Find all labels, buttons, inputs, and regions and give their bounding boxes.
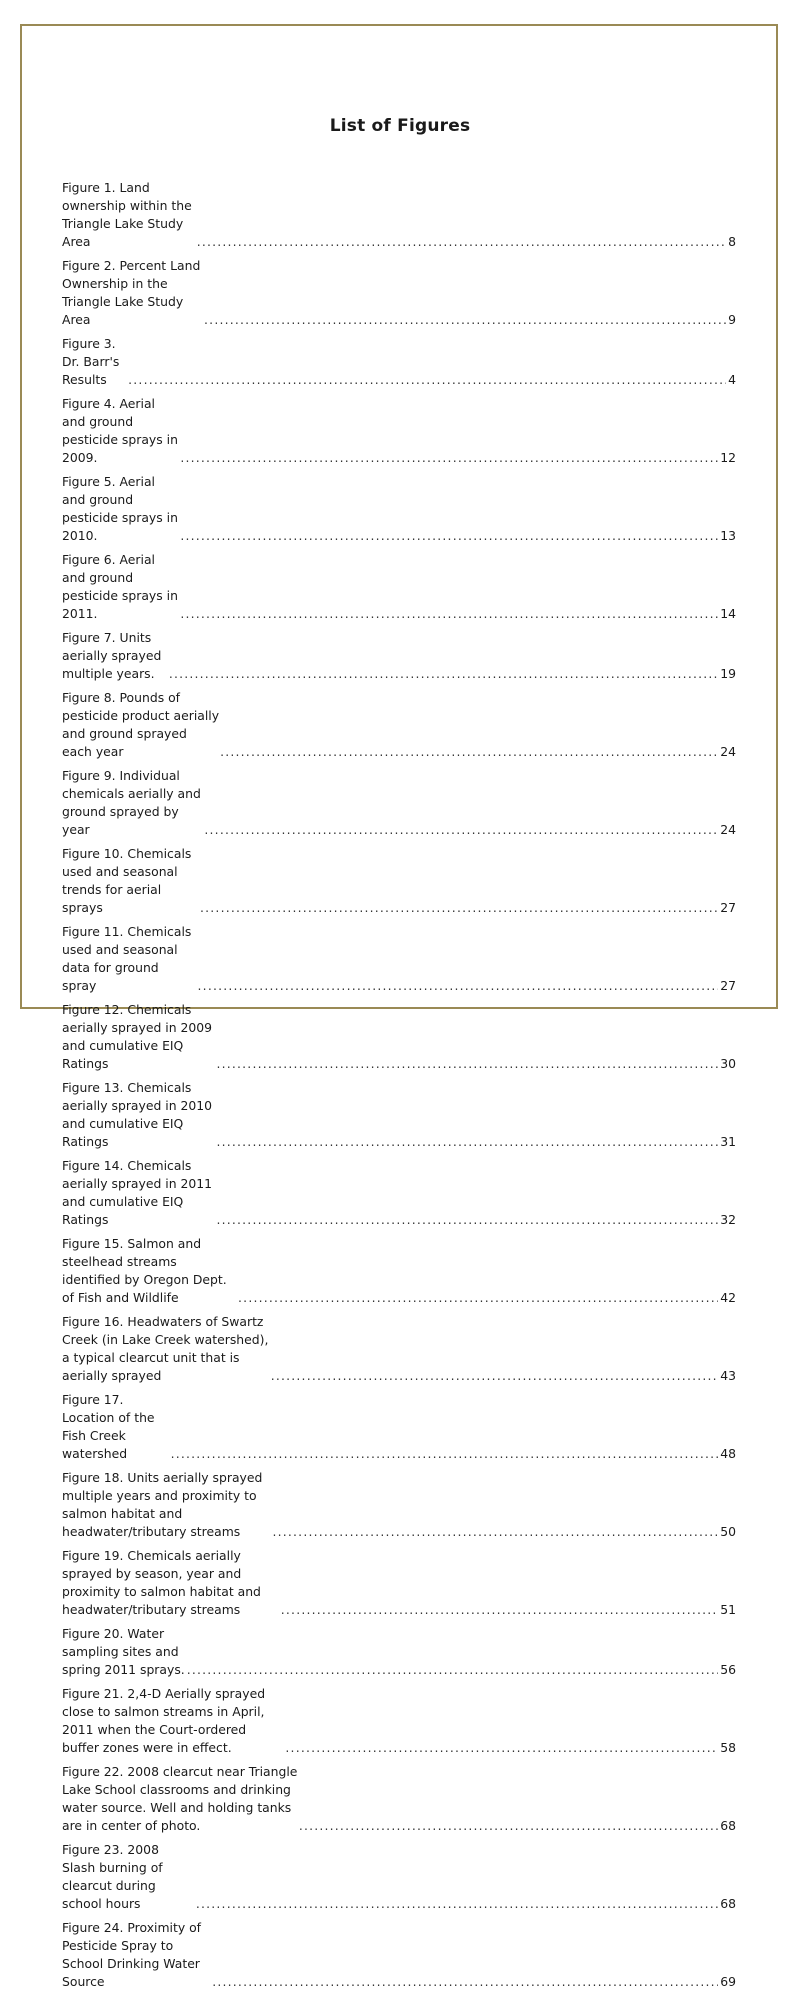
toc-entry[interactable]	[62, 1235, 736, 1307]
dot-leader	[128, 371, 726, 389]
toc-entry[interactable]	[62, 179, 736, 251]
page-number: 31	[720, 1134, 736, 1149]
dot-leader	[216, 1133, 718, 1151]
toc-entry[interactable]	[62, 923, 736, 995]
toc-entry[interactable]	[62, 689, 736, 761]
toc-entry[interactable]	[62, 845, 736, 917]
page-number: 51	[720, 1602, 736, 1617]
page-number: 27	[720, 900, 736, 915]
dot-leader	[197, 233, 726, 251]
figure-caption: Figure 3. Dr. Barr's Results	[62, 336, 120, 387]
dot-leader	[180, 449, 718, 467]
dot-leader	[169, 665, 718, 683]
toc-entry[interactable]	[62, 1079, 736, 1151]
figure-caption: Figure 20. Water sampling sites and spring 2011 sprays.	[62, 1626, 185, 1677]
page-number: 56	[720, 1662, 736, 1677]
figure-caption: Figure 10. Chemicals used and seasonal trends for aerial sprays	[62, 846, 192, 915]
dot-leader	[285, 1739, 718, 1757]
page-number: 50	[720, 1524, 736, 1539]
figure-caption: Figure 5. Aerial and ground pesticide sprays in 2010.	[62, 474, 178, 543]
page-number: 42	[720, 1290, 736, 1305]
toc-entry[interactable]	[62, 1469, 736, 1541]
toc-entry[interactable]	[62, 473, 736, 545]
toc-entry[interactable]	[62, 629, 736, 683]
dot-leader	[196, 1895, 718, 1913]
figure-caption: Figure 15. Salmon and steelhead streams identified by Oregon Dept. of Fish and Wildlife	[62, 1236, 227, 1305]
page-number: 24	[720, 822, 736, 837]
figure-caption: Figure 16. Headwaters of Swartz Creek (in Lake Creek watershed), a typical clearcut unit that is aerially sprayed	[62, 1314, 269, 1383]
figure-caption: Figure 13. Chemicals aerially sprayed in 2010 and cumulative EIQ Ratings	[62, 1080, 213, 1149]
page-number: 30	[720, 1056, 736, 1071]
dot-leader	[212, 1973, 718, 1991]
dot-leader	[171, 1445, 719, 1463]
toc-entry[interactable]	[62, 1919, 736, 1991]
dot-leader	[180, 605, 718, 623]
page-number: 48	[720, 1446, 736, 1461]
dot-leader	[198, 977, 719, 995]
toc-entry[interactable]	[62, 335, 736, 389]
toc-entry[interactable]	[62, 1001, 736, 1073]
page-number: 4	[728, 372, 736, 387]
figure-caption: Figure 21. 2,4-D Aerially sprayed close to salmon streams in April, 2011 when the Court-ordered buffer zones were in effect.	[62, 1686, 266, 1755]
dot-leader	[271, 1367, 719, 1385]
page-number: 24	[720, 744, 736, 759]
page-number: 13	[720, 528, 736, 543]
figure-caption: Figure 11. Chemicals used and seasonal data for ground spray	[62, 924, 192, 993]
figure-caption: Figure 4. Aerial and ground pesticide sprays in 2009.	[62, 396, 178, 465]
dot-leader	[216, 1211, 718, 1229]
figure-caption: Figure 8. Pounds of pesticide product aerially and ground sprayed each year	[62, 690, 220, 759]
page-number: 68	[720, 1818, 736, 1833]
dot-leader	[204, 821, 718, 839]
page-number: 69	[720, 1974, 736, 1989]
page-title: List of Figures	[329, 116, 471, 136]
page-number: 12	[720, 450, 736, 465]
figure-caption: Figure 23. 2008 Slash burning of clearcut during school hours	[62, 1842, 163, 1911]
page-number: 19	[720, 666, 736, 681]
toc-entry[interactable]	[62, 1625, 736, 1679]
figure-caption: Figure 17. Location of the Fish Creek watershed	[62, 1392, 155, 1461]
toc-entry[interactable]	[62, 1157, 736, 1229]
dot-leader	[180, 527, 718, 545]
toc-entry[interactable]	[62, 767, 736, 839]
page-number: 68	[720, 1896, 736, 1911]
figure-caption: Figure 14. Chemicals aerially sprayed in 2011 and cumulative EIQ Ratings	[62, 1158, 213, 1227]
page-number: 9	[728, 312, 736, 327]
figure-list	[62, 179, 736, 1997]
toc-entry[interactable]	[62, 1841, 736, 1913]
dot-leader	[187, 1661, 719, 1679]
page-number: 27	[720, 978, 736, 993]
dot-leader	[216, 1055, 718, 1073]
figure-caption: Figure 6. Aerial and ground pesticide sprays in 2011.	[62, 552, 178, 621]
toc-entry[interactable]	[62, 395, 736, 467]
dot-leader	[238, 1289, 718, 1307]
figure-caption: Figure 24. Proximity of Pesticide Spray to School Drinking Water Source	[62, 1920, 202, 1989]
page-number: 58	[720, 1740, 736, 1755]
figure-caption: Figure 9. Individual chemicals aerially and ground sprayed by year	[62, 768, 201, 837]
toc-entry[interactable]	[62, 1685, 736, 1757]
page-number: 43	[720, 1368, 736, 1383]
dot-leader	[299, 1817, 718, 1835]
page-number: 14	[720, 606, 736, 621]
page-number: 8	[728, 234, 736, 249]
figure-caption: Figure 7. Units aerially sprayed multiple years.	[62, 630, 162, 681]
figure-caption: Figure 1. Land ownership within the Triangle Lake Study Area	[62, 180, 192, 249]
dot-leader	[281, 1601, 718, 1619]
dot-leader	[272, 1523, 718, 1541]
figure-caption: Figure 19. Chemicals aerially sprayed by season, year and proximity to salmon habitat and headwater/tributary streams	[62, 1548, 261, 1617]
dot-leader	[220, 743, 718, 761]
toc-entry[interactable]	[62, 257, 736, 329]
toc-entry[interactable]	[62, 551, 736, 623]
figure-caption: Figure 12. Chemicals aerially sprayed in 2009 and cumulative EIQ Ratings	[62, 1002, 213, 1071]
toc-entry[interactable]	[62, 1313, 736, 1385]
toc-entry[interactable]	[62, 1763, 736, 1835]
figure-caption: Figure 18. Units aerially sprayed multiple years and proximity to salmon habitat and headwater/tributary streams	[62, 1470, 263, 1539]
dot-leader	[204, 311, 726, 329]
toc-entry[interactable]	[62, 1547, 736, 1619]
figure-caption: Figure 22. 2008 clearcut near Triangle Lake School classrooms and drinking water source. Well and holding tanks are in center of photo.	[62, 1764, 298, 1833]
toc-entry[interactable]	[62, 1391, 736, 1463]
figure-caption: Figure 2. Percent Land Ownership in the Triangle Lake Study Area	[62, 258, 201, 327]
page-number: 32	[720, 1212, 736, 1227]
dot-leader	[200, 899, 718, 917]
